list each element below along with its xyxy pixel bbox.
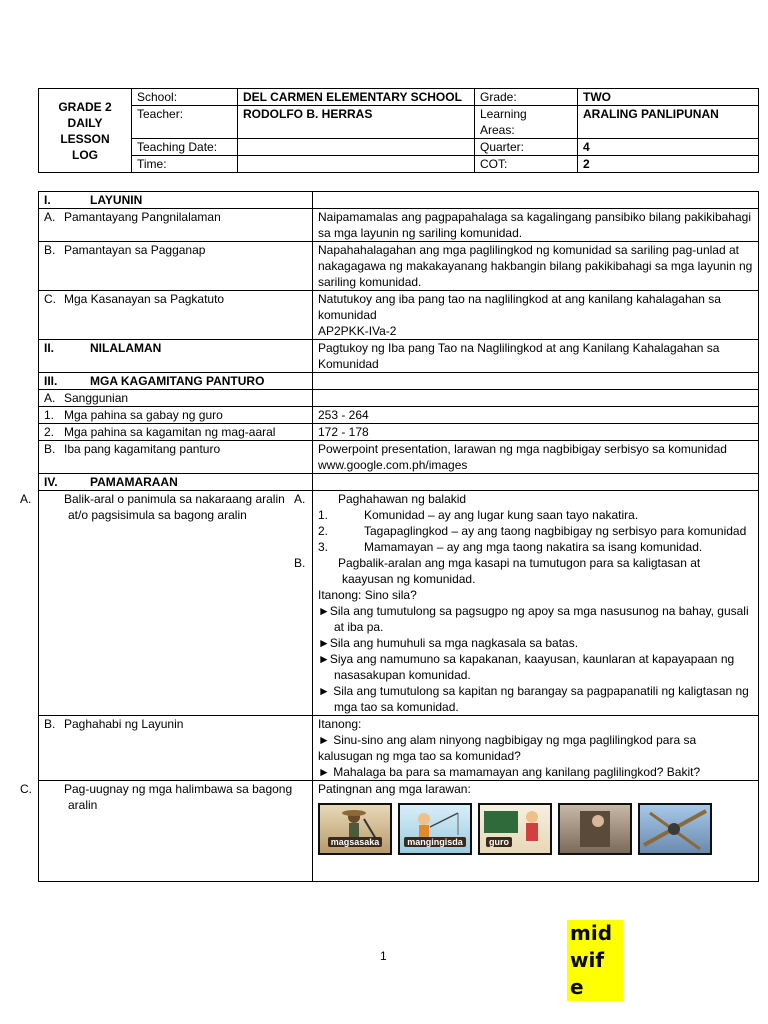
picture-strip [318,797,753,859]
row-text: Pagtukoy ng Iba pang Tao na Naglilingkod at ang Kanilang Kahalagahan sa Komunidad [313,340,759,373]
row-title: Sanggunian [64,391,129,405]
row-gabay-guro [39,407,313,424]
photo-builder-image [638,803,712,855]
picture-caption: guro [486,837,512,847]
item-number: 3. [318,540,329,554]
section-nilalaman [39,340,313,373]
teacher-label: Teacher: [132,106,238,139]
areas-label-line: Learning [480,107,527,121]
empty-cell [313,390,759,407]
row-label: C. [20,782,32,796]
row-label: A. [20,492,32,506]
row-label: 1. [44,408,55,422]
date-value [238,139,475,156]
picture-caption: magsasaka [328,837,383,847]
empty-cell [313,192,759,209]
row-title: Mga pahina sa gabay ng guro [64,408,223,422]
date-label: Teaching Date: [132,139,238,156]
item-text: Tagapaglingkod – ay ang taong nagbibigay ng serbisyo para komunidad [364,524,747,538]
cot-label: COT: [475,156,578,173]
row-pag-uugnay [20,781,313,882]
row-title: Pamantayang Pangnilalaman [64,210,221,224]
question-text: Itanong: Sino sila? [318,588,417,602]
row-label: C. [44,292,56,306]
teacher-value: RODOLFO B. HERRAS [238,106,475,139]
photo-worker-image [558,803,632,855]
row-text: Napahahalagahan ang mga paglilingkod ng komunidad sa sariling pag-unlad at nakagagawa ng makakayanang hakbangin bilang pakikibahagi sa mga layunin ng sariling komunidad. [313,242,759,291]
row-text: Naipamamalas ang pagpapahalaga sa kagalingang pansibiko bilang pakikibahagi sa mga layunin ng sariling komunidad. [313,209,759,242]
bullet-item: ► Sinu-sino ang alam ninyong nagbibigay ng mga paglilingkod para sa kalusugan ng mga tao sa komunidad? [318,733,697,763]
row-title: Mga pahina sa kagamitan ng mag-aaral [64,425,276,439]
row-text [313,291,759,340]
row-title: Pag-uugnay ng mga halimbawa sa bagong aralin [64,782,293,812]
time-label: Time: [132,156,238,173]
row-title: Pamantayan sa Pagganap [64,243,206,257]
balik-aral-content [294,491,759,716]
row-label: B. [44,243,56,257]
kasanayan-text: Natutukoy ang iba pang tao na naglilingkod at ang kanilang kahalagahan sa komunidad [318,292,721,322]
list-item [318,539,753,555]
teacher-image [478,803,552,855]
section-title: LAYUNIN [90,193,143,207]
empty-cell [313,474,759,491]
quarter-value: 4 [578,139,759,156]
school-value: DEL CARMEN ELEMENTARY SCHOOL [238,89,475,106]
row-label: B. [44,717,56,731]
row-sanggunian [39,390,313,407]
question-label: Itanong: [318,717,362,731]
item-number: 1. [318,508,329,522]
section-number: III. [44,374,58,388]
row-label: B. [44,442,56,456]
kagamitan-text: Powerpoint presentation, larawan ng mga nagbibigay serbisyo sa komunidad [318,442,727,456]
row-iba-pang-kagamitan [39,441,313,474]
midwife-line: mid [570,921,613,945]
log-title-line: LESSON [60,131,110,146]
section-number: II. [44,341,55,355]
row-title: Balik-aral o panimula sa nakaraang aralin at/o pagsisimula sa bagong aralin [64,492,285,522]
row-title: Paghahabi ng Layunin [64,717,184,731]
areas-label [475,106,578,139]
picture-caption: mangingisda [404,837,466,847]
list-item [318,507,753,523]
worker-icon [560,805,630,853]
section-kagamitan [39,373,313,390]
page-number: 1 [380,949,387,963]
section-layunin [39,192,313,209]
sub-label: A. [294,492,306,506]
areas-label-line: Areas: [480,123,515,137]
section-title: PAMAMARAAN [90,475,178,489]
sub-title: Paghahawan ng balakid [338,492,467,506]
pag-uugnay-content [313,781,759,882]
midwife-highlight-label [567,920,623,1001]
row-label: A. [44,391,56,405]
grade-label: Grade: [475,89,578,106]
log-title-line: GRADE 2 [58,99,112,114]
row-paghahabi [39,716,313,781]
sub-label: B. [294,556,306,570]
bullet-item: ►Sila ang humuhuli sa mga nagkasala sa batas. [318,636,579,650]
row-kasanayan [39,291,313,340]
section-title: NILALAMAN [90,341,162,355]
section-title: MGA KAGAMITANG PANTURO [90,374,265,388]
log-title [39,89,132,173]
log-title-line: LOG [72,147,98,162]
fisher-image [398,803,472,855]
row-title: Mga Kasanayan sa Pagkatuto [64,292,225,306]
bullet-item: ► Mahalaga ba para sa mamamayan ang kanilang paglilingkod? Bakit? [318,765,701,779]
grade-value: TWO [578,89,759,106]
lesson-table [20,191,759,882]
item-text: Komunidad – ay ang lugar kung saan tayo nakatira. [364,508,639,522]
row-text: 172 - 178 [313,424,759,441]
row-pamantayan-pagganap [39,242,313,291]
time-value [238,156,475,173]
row-label: 2. [44,425,55,439]
row-pamantayang-pangnilalaman [39,209,313,242]
quarter-label: Quarter: [475,139,578,156]
cot-value: 2 [578,156,759,173]
pictures-instruction: Patingnan ang mga larawan: [318,782,471,796]
midwife-line: wif [570,948,605,972]
empty-cell [313,373,759,390]
paghahabi-content [313,716,759,781]
header-table [38,88,759,173]
section-number: I. [44,193,51,207]
row-title: Iba pang kagamitang panturo [64,442,221,456]
school-label: School: [132,89,238,106]
item-number: 2. [318,524,329,538]
log-title-line: DAILY [67,115,103,130]
bullet-item: ►Siya ang namumuno sa kapakanan, kaayusan, kaunlaran at kapayapaan ng nasasakupan komunidad. [318,652,735,682]
kagamitan-url: www.google.com.ph/images [318,458,468,472]
bullet-item: ►Sila ang tumutulong sa pagsugpo ng apoy sa mga nasusunog na bahay, gusali at iba pa. [318,604,749,634]
item-text: Mamamayan – ay ang mga taong nakatira sa isang komunidad. [364,540,703,554]
builder-icon [640,805,710,853]
section-number: IV. [44,475,58,489]
row-balik-aral [20,491,313,716]
list-item [318,523,753,539]
row-kagamitan-mag-aaral [39,424,313,441]
row-text [313,441,759,474]
bullet-item: ► Sila ang tumutulong sa kapitan ng barangay sa pagpapanatili ng kaligtasan ng mga tao sa komunidad. [318,684,749,714]
row-label: A. [44,210,56,224]
sub-title: Pagbalik-aralan ang mga kasapi na tumutugon para sa kaligtasan at kaayusan ng komunidad. [338,556,701,586]
midwife-line: e [570,975,584,999]
farmer-image [318,803,392,855]
areas-value: ARALING PANLIPUNAN [578,106,759,139]
row-text: 253 - 264 [313,407,759,424]
section-pamamaraan [39,474,313,491]
kasanayan-code: AP2PKK-IVa-2 [318,324,397,338]
